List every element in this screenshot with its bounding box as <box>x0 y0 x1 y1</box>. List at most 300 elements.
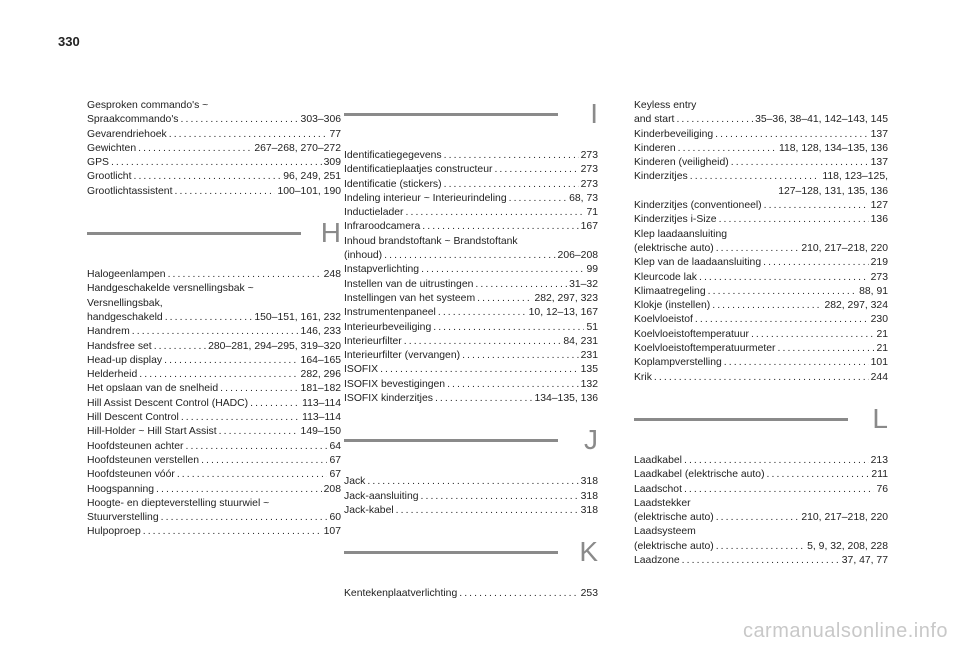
entry-pages: 211 <box>871 469 888 481</box>
entry-pages: 68, 73 <box>569 192 598 204</box>
entry-pages: 84, 231 <box>563 335 598 347</box>
dot-leader <box>708 285 857 299</box>
entry-term: Halogeenlampen <box>87 269 166 281</box>
entry-term: (elektrische auto) <box>634 512 714 524</box>
index-entry <box>634 271 888 285</box>
index-entry <box>344 249 598 263</box>
dot-leader <box>168 268 322 282</box>
entry-term: Handsfree set <box>87 340 152 352</box>
entry-pages: 101 <box>870 357 888 369</box>
entry-term: Koelvloeistof <box>634 314 693 326</box>
index-entry <box>344 192 598 206</box>
index-entry <box>344 363 598 377</box>
index-column-3 <box>634 99 888 568</box>
entry-pages: 244 <box>870 371 888 383</box>
index-entry <box>344 587 598 601</box>
dot-leader <box>719 213 869 227</box>
entry-term-line: Keyless entry <box>634 100 697 111</box>
entry-pages: 231 <box>580 350 598 362</box>
dot-leader <box>421 263 584 277</box>
entry-pages: 113–114 <box>302 397 341 409</box>
index-entry <box>344 149 598 163</box>
entry-pages: 318 <box>580 490 598 502</box>
section-divider-i <box>344 99 598 133</box>
dot-leader <box>396 504 579 518</box>
entry-term: Spraakcommando's <box>87 114 179 126</box>
entry-term: Hulpoproep <box>87 526 141 538</box>
entry-pages: 273 <box>870 271 888 283</box>
entry-term: Hill Assist Descent Control (HADC) <box>87 397 249 409</box>
dot-leader <box>724 356 869 370</box>
index-entry <box>87 382 341 396</box>
entry-term: Kinderzitjes (conventioneel) <box>634 200 762 212</box>
entry-pages: 230 <box>870 314 888 326</box>
entry-term: Laadkabel <box>634 454 682 466</box>
entry-pages: 118, 128, 134–135, 136 <box>778 142 888 154</box>
entry-term: Identificatie (stickers) <box>344 178 442 190</box>
dot-leader <box>459 587 578 601</box>
entry-pages: 136 <box>870 214 888 226</box>
entry-term: Instrumentenpaneel <box>344 307 436 319</box>
dot-leader <box>161 511 328 525</box>
index-entry <box>634 256 888 270</box>
dot-leader <box>731 156 869 170</box>
entry-term-line: Versnellingsbak, <box>87 297 163 309</box>
dot-leader <box>716 242 800 256</box>
index-entry <box>87 525 341 539</box>
dot-leader <box>111 156 322 170</box>
dot-leader <box>422 220 578 234</box>
dot-leader <box>494 163 578 177</box>
entry-term: Interieurbeveiliging <box>344 321 432 333</box>
index-entry <box>344 178 598 192</box>
dot-leader <box>384 249 555 263</box>
divider-rule <box>634 418 848 421</box>
index-entry <box>634 483 888 497</box>
entry-term: Identificatiegegevens <box>344 150 442 161</box>
entry-pages: 164–165 <box>300 354 341 366</box>
dot-leader <box>716 540 805 554</box>
index-entry <box>87 142 341 156</box>
entry-term: Hoogspanning <box>87 483 155 495</box>
entry-pages: 146, 233 <box>300 326 341 338</box>
entry-term: Laadzone <box>634 555 680 567</box>
entry-pages: 213 <box>870 454 888 466</box>
index-entry <box>87 440 341 454</box>
index-entry <box>87 368 341 382</box>
entry-pages-continued: 127–128, 131, 135, 136 <box>778 185 888 197</box>
entry-term: Koplampverstelling <box>634 357 722 369</box>
section-divider-l <box>634 404 888 438</box>
index-entry <box>87 340 341 354</box>
index-entry <box>87 483 341 497</box>
dot-leader <box>219 425 299 439</box>
index-entry <box>87 411 341 425</box>
entry-term-line: Handgeschakelde versnellingsbak ~ <box>87 283 254 295</box>
entry-pages: 21 <box>876 328 888 340</box>
index-group-h <box>87 268 341 540</box>
entry-term: (elektrische auto) <box>634 242 714 254</box>
entry-term: (elektrische auto) <box>634 540 714 552</box>
index-entry <box>344 220 598 234</box>
dot-leader <box>716 511 800 525</box>
index-entry <box>634 454 888 468</box>
index-group-k-continued <box>634 99 888 385</box>
entry-term: GPS <box>87 157 109 169</box>
section-divider-j <box>344 425 598 459</box>
entry-pages: 208 <box>323 483 341 495</box>
index-entry <box>87 511 341 525</box>
entry-term-line: Gesproken commando's ~ <box>87 100 209 111</box>
entry-pages: 134–135, 136 <box>534 393 598 405</box>
entry-term: Hoofdsteunen vóór <box>87 469 175 481</box>
entry-pages: 150–151, 161, 232 <box>254 311 341 323</box>
dot-leader <box>751 328 875 342</box>
entry-term: Koelvloeistoftemperatuurmeter <box>634 343 776 355</box>
index-entry <box>87 397 341 411</box>
entry-term: Interieurfilter (vervangen) <box>344 350 461 362</box>
index-entry <box>344 392 598 406</box>
entry-term: Kinderzitjes i-Size <box>634 214 717 226</box>
entry-pages: 132 <box>580 378 598 390</box>
entry-term: Helderheid <box>87 369 138 381</box>
index-entry <box>87 185 341 199</box>
entry-term: Krik <box>634 371 652 383</box>
index-group-g <box>87 99 341 199</box>
entry-term: Koelvloeistoftemperatuur <box>634 328 749 340</box>
entry-pages: 10, 12–13, 167 <box>528 307 598 319</box>
divider-rule <box>87 232 301 235</box>
entry-pages: 273 <box>580 178 598 190</box>
index-entry <box>344 278 598 292</box>
entry-pages: 273 <box>580 150 598 161</box>
divider-rule <box>344 113 558 116</box>
entry-pages: 118, 123–125, <box>822 171 888 183</box>
dot-leader <box>767 468 870 482</box>
entry-pages: 219 <box>870 257 888 269</box>
entry-term: handgeschakeld <box>87 311 163 323</box>
entry-term: (inhoud) <box>344 250 383 262</box>
entry-pages: 113–114 <box>302 412 341 424</box>
index-entry <box>344 504 598 518</box>
dot-leader <box>477 292 532 306</box>
entry-term: Klimaatregeling <box>634 285 706 297</box>
section-divider-k <box>344 537 598 571</box>
dot-leader <box>764 199 869 213</box>
entry-pages: 77 <box>329 128 341 140</box>
dot-leader <box>712 299 822 313</box>
entry-pages: 210, 217–218, 220 <box>801 242 888 254</box>
entry-term: Jack-kabel <box>344 504 394 516</box>
index-entry <box>634 156 888 170</box>
entry-pages: 206–208 <box>557 250 598 262</box>
dot-leader <box>715 128 869 142</box>
index-entry <box>87 454 341 468</box>
entry-pages: 282, 296 <box>300 369 341 381</box>
entry-pages: 248 <box>323 269 341 281</box>
entry-pages: 127 <box>870 200 888 212</box>
index-entry <box>634 113 888 127</box>
entry-term: and start <box>634 114 675 126</box>
entry-term-line: Laadstekker <box>634 497 691 509</box>
entry-term: Klep van de laadaansluiting <box>634 257 762 269</box>
index-entry <box>634 213 888 227</box>
entry-pages: 64 <box>329 440 341 452</box>
dot-leader <box>421 490 579 504</box>
index-entry <box>634 554 888 568</box>
entry-term: Grootlicht <box>87 171 132 183</box>
dot-leader <box>143 525 322 539</box>
dot-leader <box>220 382 298 396</box>
entry-pages: 60 <box>329 512 341 524</box>
entry-term: Het opslaan van de snelheid <box>87 383 219 395</box>
entry-pages: 88, 91 <box>859 285 888 297</box>
entry-pages: 96, 249, 251 <box>283 171 341 183</box>
entry-term-line: Inhoud brandstoftank ~ Brandstoftank <box>344 235 518 247</box>
index-entry <box>344 378 598 392</box>
entry-pages: 167 <box>580 221 598 233</box>
entry-pages: 37, 47, 77 <box>841 555 888 567</box>
entry-term: Instellingen van het systeem <box>344 292 476 304</box>
index-entry <box>634 128 888 142</box>
entry-term: Kinderbeveiliging <box>634 128 714 140</box>
index-entry <box>87 354 341 368</box>
entry-term: Hoofdsteunen verstellen <box>87 454 200 466</box>
entry-pages: 5, 9, 32, 208, 228 <box>807 540 888 552</box>
index-entry <box>344 335 598 349</box>
index-entry <box>344 490 598 504</box>
section-letter: K <box>579 536 598 568</box>
entry-term: ISOFIX <box>344 364 379 376</box>
entry-term: Indeling interieur ~ Interieurindeling <box>344 192 507 204</box>
entry-pages: 318 <box>580 504 598 516</box>
dot-leader <box>139 368 298 382</box>
dot-leader <box>174 185 275 199</box>
index-entry <box>87 468 341 482</box>
dot-leader <box>682 554 840 568</box>
entry-pages: 31–32 <box>569 278 598 290</box>
entry-pages: 100–101, 190 <box>277 185 341 197</box>
entry-term: Grootlichtassistent <box>87 185 173 197</box>
section-divider-h <box>87 218 341 252</box>
entry-term-line: Hoogte- en diepteverstelling stuurwiel ~ <box>87 497 270 509</box>
dot-leader <box>444 149 579 163</box>
entry-pages: 137 <box>870 128 888 140</box>
dot-leader <box>684 483 874 497</box>
dot-leader <box>133 170 281 184</box>
dot-leader <box>185 440 327 454</box>
entry-term: ISOFIX kinderzitjes <box>344 393 433 405</box>
section-letter: I <box>590 98 598 129</box>
entry-term: Handrem <box>87 326 130 338</box>
entry-pages: 303–306 <box>300 114 341 126</box>
dot-leader <box>406 206 585 220</box>
divider-rule <box>344 551 558 554</box>
index-column-2 <box>344 99 598 602</box>
entry-term: Hill-Holder ~ Hill Start Assist <box>87 426 217 438</box>
dot-leader <box>676 113 753 127</box>
dot-leader <box>462 349 579 363</box>
entry-pages: 282, 297, 324 <box>824 300 888 312</box>
dot-leader <box>164 354 298 368</box>
entry-term-line: Klep laadaansluiting <box>634 228 728 240</box>
dot-leader <box>763 256 869 270</box>
entry-pages: 35–36, 38–41, 142–143, 145 <box>755 114 888 126</box>
dot-leader <box>250 397 300 411</box>
entry-term: Jack-aansluiting <box>344 490 419 502</box>
entry-term: Inductielader <box>344 207 404 219</box>
entry-pages: 267–268, 270–272 <box>254 142 341 154</box>
index-entry <box>344 321 598 335</box>
index-entry <box>634 540 888 554</box>
index-entry <box>634 170 888 184</box>
entry-pages: 210, 217–218, 220 <box>801 512 888 524</box>
index-entry <box>344 306 598 320</box>
entry-term: Kentekenplaatverlichting <box>344 588 458 600</box>
index-entry <box>87 170 341 184</box>
section-letter: L <box>872 402 888 434</box>
index-entry <box>87 311 341 325</box>
entry-pages: 76 <box>876 483 888 495</box>
dot-leader <box>509 192 568 206</box>
entry-term: Infraroodcamera <box>344 221 421 233</box>
entry-pages: 282, 297, 323 <box>534 292 598 304</box>
dot-leader <box>169 128 328 142</box>
dot-leader <box>154 340 206 354</box>
index-entry <box>344 349 598 363</box>
entry-term: Stuurverstelling <box>87 512 159 524</box>
entry-term: Identificatieplaatjes constructeur <box>344 164 493 176</box>
dot-leader <box>678 142 777 156</box>
entry-term-line: Laadsysteem <box>634 526 696 538</box>
index-entry <box>344 163 598 177</box>
entry-pages: 181–182 <box>300 383 341 395</box>
dot-leader <box>475 278 567 292</box>
dot-leader <box>380 363 579 377</box>
index-entry <box>634 299 888 313</box>
watermark: carmanualsonline.info <box>742 620 948 642</box>
dot-leader <box>684 454 869 468</box>
dot-leader <box>156 483 322 497</box>
section-letter: J <box>584 424 598 456</box>
dot-leader <box>444 178 579 192</box>
entry-pages: 71 <box>586 207 598 219</box>
index-entry <box>634 328 888 342</box>
index-entry <box>344 292 598 306</box>
entry-term: Kinderzitjes <box>634 171 688 183</box>
entry-pages: 280–281, 294–295, 319–320 <box>208 340 341 352</box>
entry-term: Laadkabel (elektrische auto) <box>634 469 765 481</box>
index-entry <box>87 128 341 142</box>
entry-pages: 149–150 <box>300 426 341 438</box>
dot-leader <box>438 306 527 320</box>
index-group-i <box>344 149 598 406</box>
dot-leader <box>433 321 584 335</box>
dot-leader <box>138 142 252 156</box>
entry-term: Laadschot <box>634 483 682 495</box>
index-group-k <box>344 587 598 601</box>
entry-term: Hill Descent Control <box>87 412 179 424</box>
entry-pages: 21 <box>876 343 888 355</box>
entry-term: Gewichten <box>87 142 137 154</box>
entry-pages: 99 <box>586 264 598 276</box>
entry-term: Jack <box>344 476 366 488</box>
index-entry <box>87 268 341 282</box>
entry-term: Kleurcode lak <box>634 271 697 283</box>
dot-leader <box>367 475 578 489</box>
divider-rule <box>344 439 558 442</box>
dot-leader <box>201 454 327 468</box>
index-column-1 <box>87 99 341 540</box>
index-entry <box>634 142 888 156</box>
page-number: 330 <box>58 34 80 49</box>
index-entry <box>634 468 888 482</box>
dot-leader <box>404 335 562 349</box>
index-entry <box>634 242 888 256</box>
index-entry <box>344 475 598 489</box>
index-entry <box>87 325 341 339</box>
entry-pages: 318 <box>580 476 598 488</box>
entry-term: Kinderen (veiligheid) <box>634 157 729 169</box>
entry-pages: 135 <box>580 364 598 376</box>
index-entry <box>634 511 888 525</box>
entry-pages: 67 <box>329 469 341 481</box>
index-entry <box>87 113 341 127</box>
entry-pages: 51 <box>586 321 598 333</box>
entry-term: Head-up display <box>87 354 163 366</box>
index-entry <box>634 342 888 356</box>
section-letter: H <box>320 217 341 249</box>
dot-leader <box>654 371 869 385</box>
dot-leader <box>177 468 328 482</box>
entry-pages: 137 <box>870 157 888 169</box>
dot-leader <box>699 271 869 285</box>
entry-pages: 107 <box>323 526 341 538</box>
dot-leader <box>435 392 533 406</box>
entry-pages: 253 <box>580 588 598 600</box>
dot-leader <box>181 411 300 425</box>
dot-leader <box>778 342 875 356</box>
index-entry <box>87 425 341 439</box>
dot-leader <box>165 311 253 325</box>
index-entry <box>634 313 888 327</box>
entry-term: Instellen van de uitrustingen <box>344 278 474 290</box>
index-entry <box>634 371 888 385</box>
entry-term: Klokje (instellen) <box>634 300 711 312</box>
entry-term: ISOFIX bevestigingen <box>344 378 446 390</box>
entry-term: Hoofdsteunen achter <box>87 440 184 452</box>
dot-leader <box>695 313 869 327</box>
index-group-l <box>634 454 888 568</box>
index-entry <box>344 263 598 277</box>
dot-leader <box>690 170 821 184</box>
entry-pages: 309 <box>323 157 341 169</box>
entry-term: Kinderen <box>634 142 676 154</box>
dot-leader <box>447 378 579 392</box>
index-entry <box>344 206 598 220</box>
index-entry <box>634 285 888 299</box>
dot-leader <box>132 325 299 339</box>
index-entry <box>634 356 888 370</box>
entry-pages: 67 <box>329 454 341 466</box>
index-entry <box>87 156 341 170</box>
index-group-j <box>344 475 598 518</box>
index-entry <box>634 199 888 213</box>
entry-pages: 273 <box>580 164 598 176</box>
dot-leader <box>181 113 299 127</box>
entry-term: Instapverlichting <box>344 264 420 276</box>
entry-term: Gevarendriehoek <box>87 128 167 140</box>
